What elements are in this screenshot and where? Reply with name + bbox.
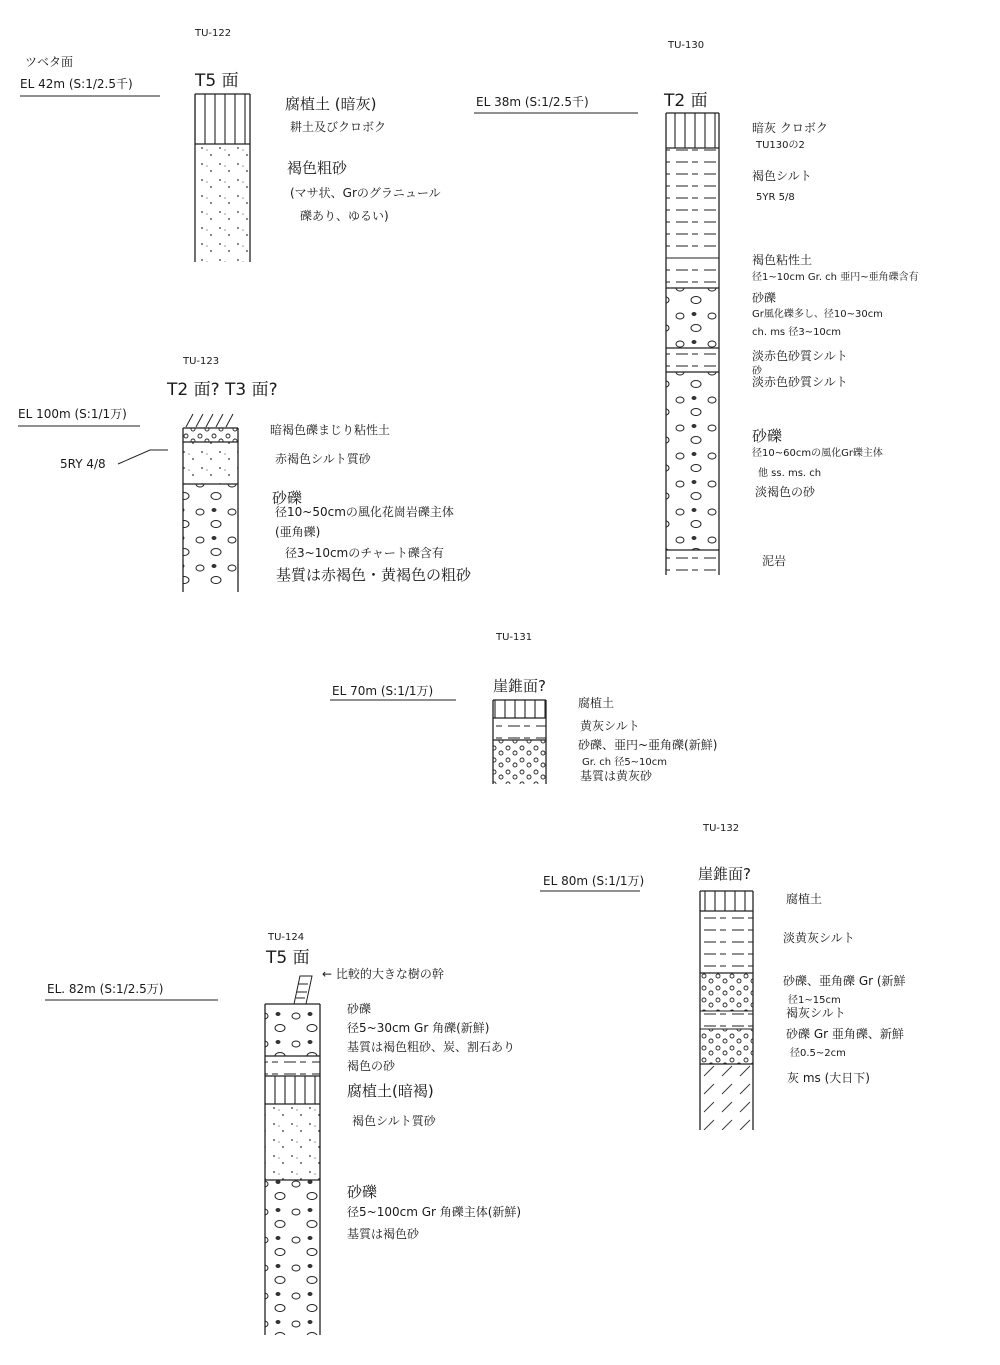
column-tu-132 [700, 891, 753, 1130]
elevation-label: EL. 82m (S:1/2.5万) [47, 982, 164, 996]
layer-description: (亜角礫) [275, 525, 321, 539]
layer-description: 基質は褐色砂 [347, 1227, 420, 1241]
layer-description: 径5~30cm Gr 角礫(新鮮) [347, 1021, 490, 1035]
layer-description: 腐植土 [578, 696, 615, 710]
terrace-label: 崖錐面? [493, 677, 546, 695]
terrace-label: T5 面 [266, 948, 310, 968]
layer-description: 径0.5~2cm [790, 1048, 846, 1059]
elevation-label: EL 100m (S:1/1万) [18, 407, 127, 421]
layer-silty-sand [183, 442, 238, 484]
layer-sandy-gravel-upper [265, 1004, 320, 1056]
layer-description: 淡褐色の砂 [755, 485, 816, 499]
layer-description: TU130の2 [756, 140, 805, 151]
layer-sandy-gravel-upper [700, 973, 753, 1011]
layer-sandy-silt [666, 348, 719, 372]
layer-description: 褐色粗砂 [287, 159, 348, 177]
layer-description: 砂礫 [272, 489, 303, 507]
terrace-label: 崖錐面? [698, 865, 751, 883]
layer-brown-gray-silt [700, 1011, 753, 1029]
layer-description: 腐植土(暗褐) [347, 1082, 434, 1100]
column-tu-123 [183, 414, 238, 592]
column-tu-124 [265, 976, 320, 1335]
layer-yellow-silt [493, 718, 546, 740]
layer-description: 暗褐色礫まじり粘性土 [270, 423, 391, 437]
layer-humus [265, 1076, 320, 1104]
layer-description: 径10~60cmの風化Gr礫主体 [752, 448, 883, 459]
layer-description: 黄灰シルト [580, 719, 640, 733]
layer-sandy-gravel-lower [666, 372, 719, 550]
elevation-label: EL 80m (S:1/1万) [543, 874, 645, 888]
layer-gravelly-clay [183, 428, 238, 442]
layer-description: 暗灰 クロボク [752, 121, 828, 135]
section-code: TU-132 [703, 823, 740, 834]
layer-description: 砂礫 [347, 1002, 372, 1016]
section-code: TU-131 [496, 632, 533, 643]
layer-description: 径1~10cm Gr. ch 亜円~亜角礫含有 [752, 272, 919, 283]
layer-sandy-gravel-lower [700, 1029, 753, 1064]
tree-trunk [294, 976, 312, 1004]
layer-description: 褐色シルト質砂 [352, 1114, 436, 1128]
layer-description: Gr風化礫多し、径10~30cm [752, 309, 883, 320]
layer-humus [700, 891, 753, 911]
layer-description: 褐灰シルト [786, 1006, 846, 1020]
elevation-label: EL 38m (S:1/2.5千) [476, 95, 589, 109]
layer-sandy-gravel [183, 484, 238, 592]
layer-description: (マサ状、Grのグラニュール [290, 186, 441, 200]
layer-description: 淡赤色砂質シルト [752, 349, 848, 363]
layer-coarse-sand [195, 144, 250, 262]
layer-description: 砂礫、亜円~亜角礫(新鮮) [578, 738, 718, 752]
layer-description: Gr. ch 径5~10cm [582, 757, 668, 768]
layer-description: 褐色粘性土 [752, 253, 813, 267]
layer-description: 基質は褐色粗砂、炭、割石あり [347, 1040, 516, 1054]
surface-vegetation [186, 414, 233, 427]
layer-sandy-gravel [493, 740, 546, 784]
terrace-label: T2 面 [664, 91, 708, 111]
layer-description: 砂礫 [752, 291, 777, 305]
layer-brown-silt [666, 148, 719, 258]
layer-description: 5YR 5/8 [756, 192, 795, 203]
layer-description: 淡赤色砂質シルト [752, 375, 848, 389]
section-code: TU-123 [183, 356, 220, 367]
terrace-label: T2 面? T3 面? [167, 380, 278, 400]
surface-label: ツベタ面 [25, 55, 74, 69]
terrace-label: T5 面 [195, 71, 239, 91]
layer-mudstone [666, 550, 719, 575]
layer-humus [195, 94, 250, 144]
layer-ms [700, 1064, 753, 1130]
column-tu-122 [195, 94, 250, 262]
layer-kuroboku [666, 113, 719, 148]
elevation-label: EL 42m (S:1/2.5千) [20, 77, 133, 91]
layer-brown-sand [265, 1056, 320, 1076]
column-tu-131 [493, 700, 546, 784]
layer-silty-sand [265, 1104, 320, 1180]
layer-description: 礫あり、ゆるい) [300, 209, 389, 223]
layer-description: 腐植土 (暗灰) [285, 95, 377, 113]
layer-description: 褐色の砂 [347, 1059, 396, 1073]
layer-description: 径1~15cm [788, 995, 841, 1006]
layer-description: 基質は黄灰砂 [580, 769, 653, 783]
layer-description: 赤褐色シルト質砂 [275, 452, 371, 466]
layer-pale-silt [700, 911, 753, 973]
section-code: TU-130 [668, 40, 705, 51]
layer-sandy-gravel-lower [265, 1180, 320, 1335]
layer-description: 腐植土 [786, 892, 823, 906]
column-tu-130 [666, 113, 719, 575]
layer-description: 褐色シルト [752, 169, 812, 183]
layer-description: 砂礫 [347, 1183, 378, 1201]
layer-description: 径10~50cmの風化花崗岩礫主体 [275, 505, 454, 519]
section-code: TU-122 [195, 28, 232, 39]
section-code: TU-124 [268, 932, 305, 943]
layer-clay [666, 258, 719, 288]
layer-description: 径5~100cm Gr 角礫主体(新鮮) [347, 1205, 522, 1219]
tree-note: ← 比較的大きな樹の幹 [322, 967, 444, 981]
layer-description: 基質は赤褐色・黄褐色の粗砂 [276, 566, 472, 584]
munsell-note: 5RY 4/8 [60, 457, 106, 471]
layer-description: 砂礫 Gr 亜角礫、新鮮 [786, 1027, 904, 1041]
layer-sandy-gravel-upper [666, 288, 719, 348]
layer-description: 砂礫 [752, 427, 783, 445]
layer-humus [493, 700, 546, 718]
munsell-leader-line [118, 450, 168, 464]
layer-description: ch. ms 径3~10cm [752, 327, 842, 338]
layer-description: 耕土及びクロボク [290, 120, 387, 134]
layer-description: 他 ss. ms. ch [758, 468, 822, 479]
layer-description: 灰 ms (大日下) [787, 1071, 870, 1085]
layer-description: 淡黄灰シルト [783, 931, 855, 945]
layer-description: 泥岩 [762, 554, 787, 568]
layer-description: 砂 [752, 366, 762, 377]
elevation-label: EL 70m (S:1/1万) [332, 684, 434, 698]
layer-description: 径3~10cmのチャート礫含有 [285, 546, 444, 560]
layer-description: 砂礫、亜角礫 Gr (新鮮 [783, 974, 906, 988]
